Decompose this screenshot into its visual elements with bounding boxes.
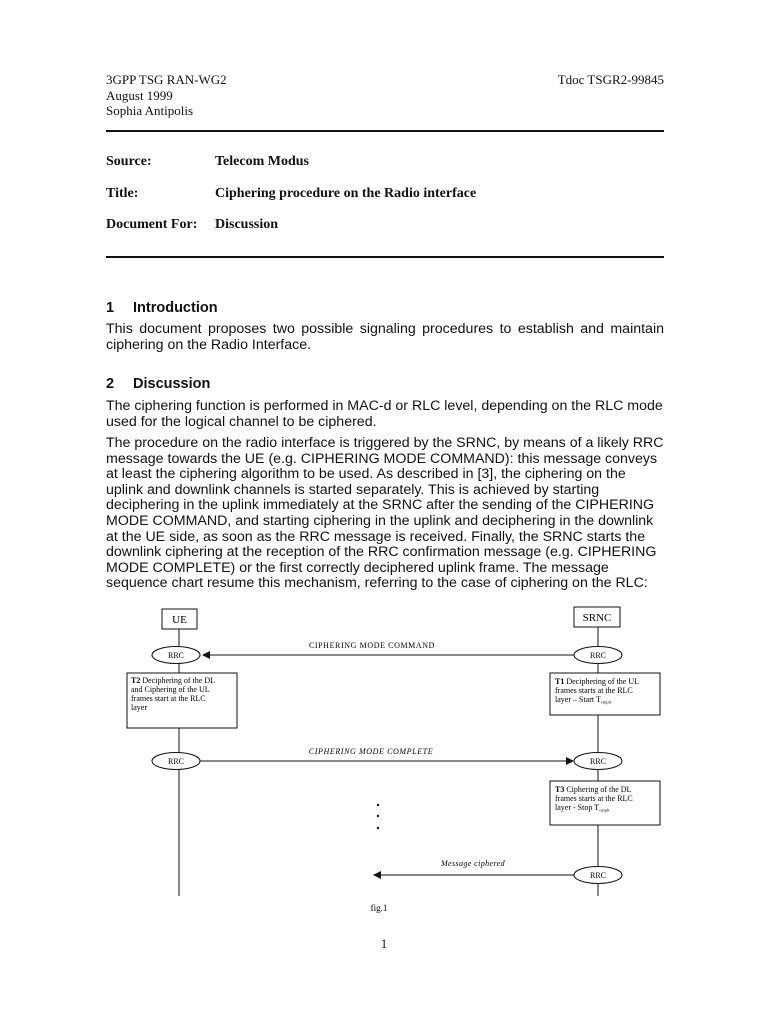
t3-line-1: Ciphering of the DL [566, 785, 632, 794]
docfor-label: Document For: [106, 217, 198, 232]
t1-text [555, 677, 639, 686]
continuation-dot [377, 804, 379, 806]
t2-line-3: frames start at the RLC [131, 694, 206, 703]
t1-subscript: cmplt [600, 699, 612, 705]
rrc-label: RRC [589, 871, 607, 880]
meta-divider [106, 256, 664, 258]
t3-text [555, 785, 632, 794]
page-number: 1 [380, 936, 388, 951]
t1-tag: T1 [555, 677, 565, 686]
discussion-paragraph-2: The procedure on the radio interface is triggered by the SRNC, by means of a likely RRC message towards the UE (e.g. CIPHERING MODE COMMAND): this message conveys at least the ciphering algorithm to be used. As described in [3], the ciphering on the uplink and downlink channels is started separately. This is achieved by starting deciphering in the uplink immediately at the SRNC after the sending of the CIPHERING MODE COMMAND, and starting ciphering in the uplink and deciphering in the downlink at the UE side, as soon as the RRC message is received. Finally, the SRNC starts the downlink ciphering at the reception of the RRC confirmation message (e.g. CIPHERING MODE COMPLETE) or the first correctly deciphered uplink frame. The message sequence chart resume this mechanism, referring to the case of ciphering on the RLC: [106, 435, 664, 592]
source-label: Source: [106, 154, 152, 169]
discussion-paragraph-1: The ciphering function is performed in MAC-d or RLC level, depending on the RLC mode used for the logical channel to be ciphered. [106, 398, 663, 430]
header-place: Sophia Antipolis [106, 103, 194, 118]
t1-line-3-text: layer – Start T [555, 695, 601, 704]
intro-paragraph: This document proposes two possible signaling procedures to establish and maintain ciphering on the Radio Interface. [106, 321, 664, 353]
continuation-dot [377, 815, 379, 817]
t2-line-1: Deciphering of the DL [142, 676, 215, 685]
ue-label: UE [172, 614, 187, 626]
docfor-value: Discussion [215, 217, 279, 232]
title-value: Ciphering procedure on the Radio interface [215, 186, 477, 201]
t1-line-2: frames starts at the RLC [555, 686, 633, 695]
rrc-label: RRC [167, 757, 185, 766]
section-title: Discussion [133, 376, 211, 392]
header-tdoc: Tdoc TSGR2-99845 [557, 72, 664, 87]
header-date: August 1999 [106, 87, 173, 103]
rrc-label: RRC [167, 651, 185, 660]
continuation-dot [377, 827, 379, 829]
t2-line-2: and Ciphering of the UL [131, 685, 210, 694]
rrc-label: RRC [589, 757, 607, 766]
section-number: 2 [106, 376, 115, 392]
t2-tag: T2 [131, 676, 141, 685]
msg-command-label: CIPHERING MODE COMMAND [308, 641, 436, 650]
t3-line-2: frames starts at the RLC [555, 794, 633, 803]
header-group: 3GPP TSG RAN-WG2 [106, 72, 227, 87]
source-value: Telecom Modus [215, 154, 309, 169]
msg-ciphered-label: Message ciphered [440, 859, 506, 868]
rrc-label: RRC [589, 651, 607, 660]
t3-tag: T3 [555, 785, 565, 794]
section-number: 1 [106, 300, 115, 316]
figure-caption: fig.1 [370, 903, 388, 913]
header-divider [106, 130, 664, 132]
t3-line-3-text: layer - Stop T [555, 803, 600, 812]
t3-subscript: cmplt [599, 807, 610, 813]
t2-text [131, 676, 215, 685]
title-label: Title: [106, 186, 139, 201]
t1-line-1: Deciphering of the UL [566, 677, 639, 686]
section-heading-discussion [106, 376, 210, 392]
sequence-chart [0, 600, 768, 920]
section-title: Introduction [133, 300, 218, 316]
t2-line-4: layer [131, 703, 147, 712]
header-block [106, 72, 227, 119]
msg-complete-label: CIPHERING MODE COMPLETE [308, 747, 434, 756]
srnc-label: SRNC [582, 612, 612, 624]
section-heading-introduction [106, 300, 218, 316]
